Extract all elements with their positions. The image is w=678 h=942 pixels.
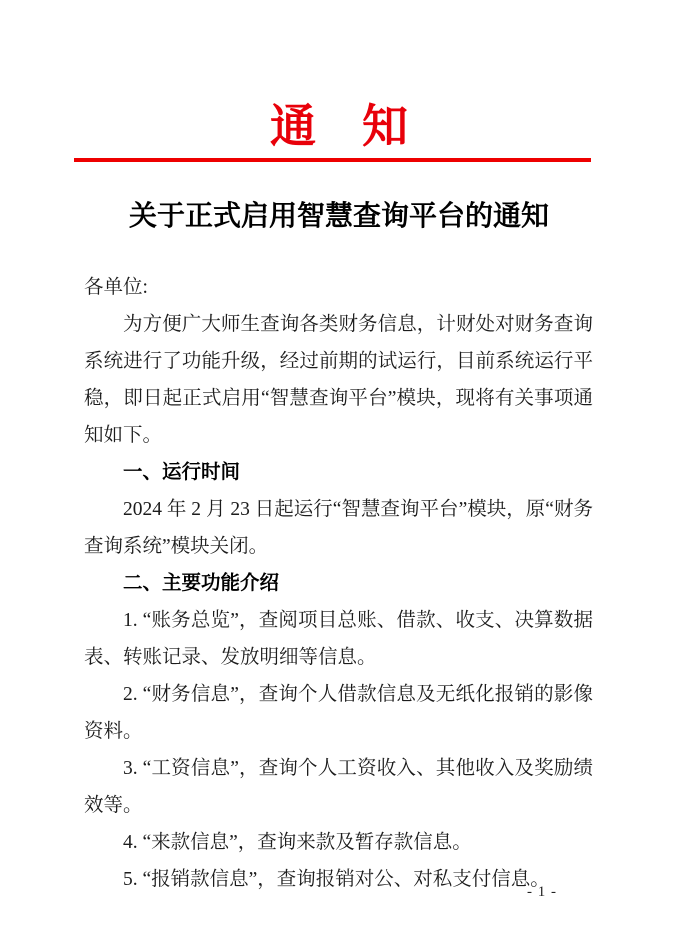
section-1-paragraph: 2024 年 2 月 23 日起运行“智慧查询平台”模块，原“财务查询系统”模块关闭。 (84, 499, 593, 557)
section-heading-1: 一、运行时间 (123, 461, 241, 483)
feature-item-1: 1. “账务总览”，查阅项目总账、借款、收支、决算数据表、转账记录、发放明细等信息。 (84, 610, 593, 668)
document-title: 关于正式启用智慧查询平台的通知 (128, 201, 549, 232)
document-body (84, 269, 593, 898)
intro-paragraph: 为方便广大师生查询各类财务信息，计财处对财务查询系统进行了功能升级，经过前期的试运行，目前系统运行平稳，即日起正式启用“智慧查询平台”模块，现将有关事项通知如下。 (84, 314, 593, 446)
feature-item-2: 2. “财务信息”，查询个人借款信息及无纸化报销的影像资料。 (84, 684, 593, 742)
salutation: 各单位: (84, 277, 148, 298)
feature-item-4: 4. “来款信息”，查询来款及暂存款信息。 (123, 832, 472, 853)
feature-item-5: 5. “报销款信息”，查询报销对公、对私支付信息。 (123, 869, 550, 890)
section-heading-2: 二、主要功能介绍 (123, 572, 280, 594)
feature-item-3: 3. “工资信息”，查询个人工资收入、其他收入及奖励绩效等。 (84, 758, 593, 816)
notice-banner: 通 知 (270, 101, 408, 152)
page-number: - 1 - (527, 884, 557, 900)
header-divider-line (74, 158, 591, 162)
